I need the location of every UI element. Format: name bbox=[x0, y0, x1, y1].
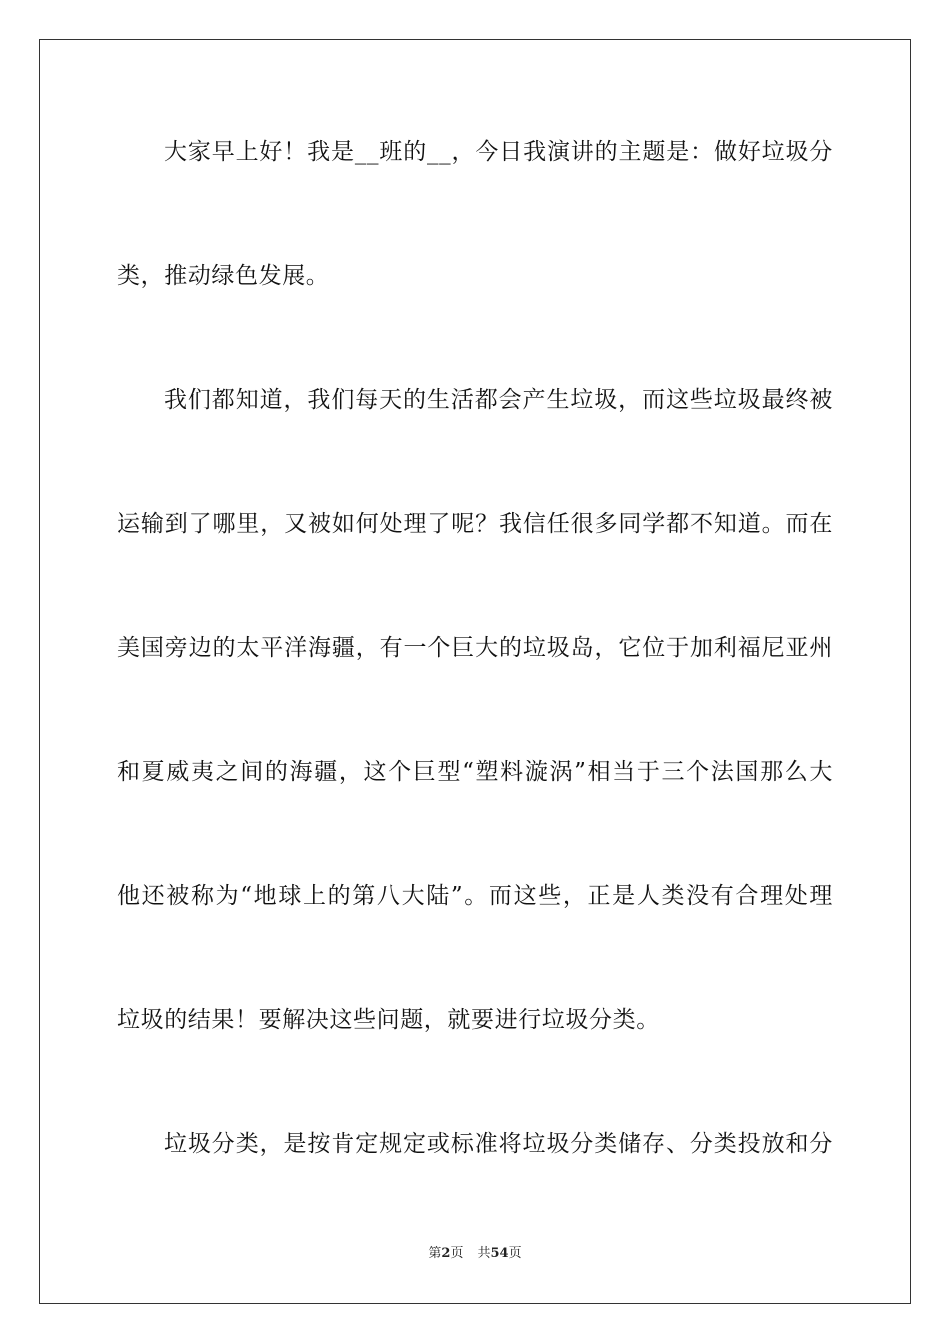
paragraph-1-line-2: 类，推动绿色发展。 bbox=[117, 263, 330, 289]
paragraph-1-line-1: 大家早上好！我是__班的__，今日我演讲的主题是：做好垃圾分 bbox=[164, 139, 833, 165]
paragraph-2-line-6: 垃圾的结果！要解决这些问题，就要进行垃圾分类。 bbox=[117, 1007, 660, 1033]
page-total: 共54页 bbox=[477, 1246, 522, 1261]
page-footer bbox=[0, 1245, 950, 1263]
paragraph-2-line-4: 和夏威夷之间的海疆，这个巨型“塑料漩涡”相当于三个法国那么大 bbox=[117, 759, 833, 785]
page-border bbox=[39, 39, 911, 1304]
paragraph-2-line-1: 我们都知道，我们每天的生活都会产生垃圾，而这些垃圾最终被 bbox=[164, 387, 833, 413]
paragraph-2-line-5: 他还被称为“地球上的第八大陆”。而这些，正是人类没有合理处理 bbox=[117, 883, 833, 909]
page-number: 第2页 bbox=[428, 1246, 464, 1261]
paragraph-2-line-2: 运输到了哪里，又被如何处理了呢？我信任很多同学都不知道。而在 bbox=[117, 511, 833, 537]
paragraph-3-line-1: 垃圾分类，是按肯定规定或标准将垃圾分类储存、分类投放和分 bbox=[164, 1131, 833, 1157]
paragraph-2-line-3: 美国旁边的太平洋海疆，有一个巨大的垃圾岛，它位于加利福尼亚州 bbox=[117, 635, 833, 661]
